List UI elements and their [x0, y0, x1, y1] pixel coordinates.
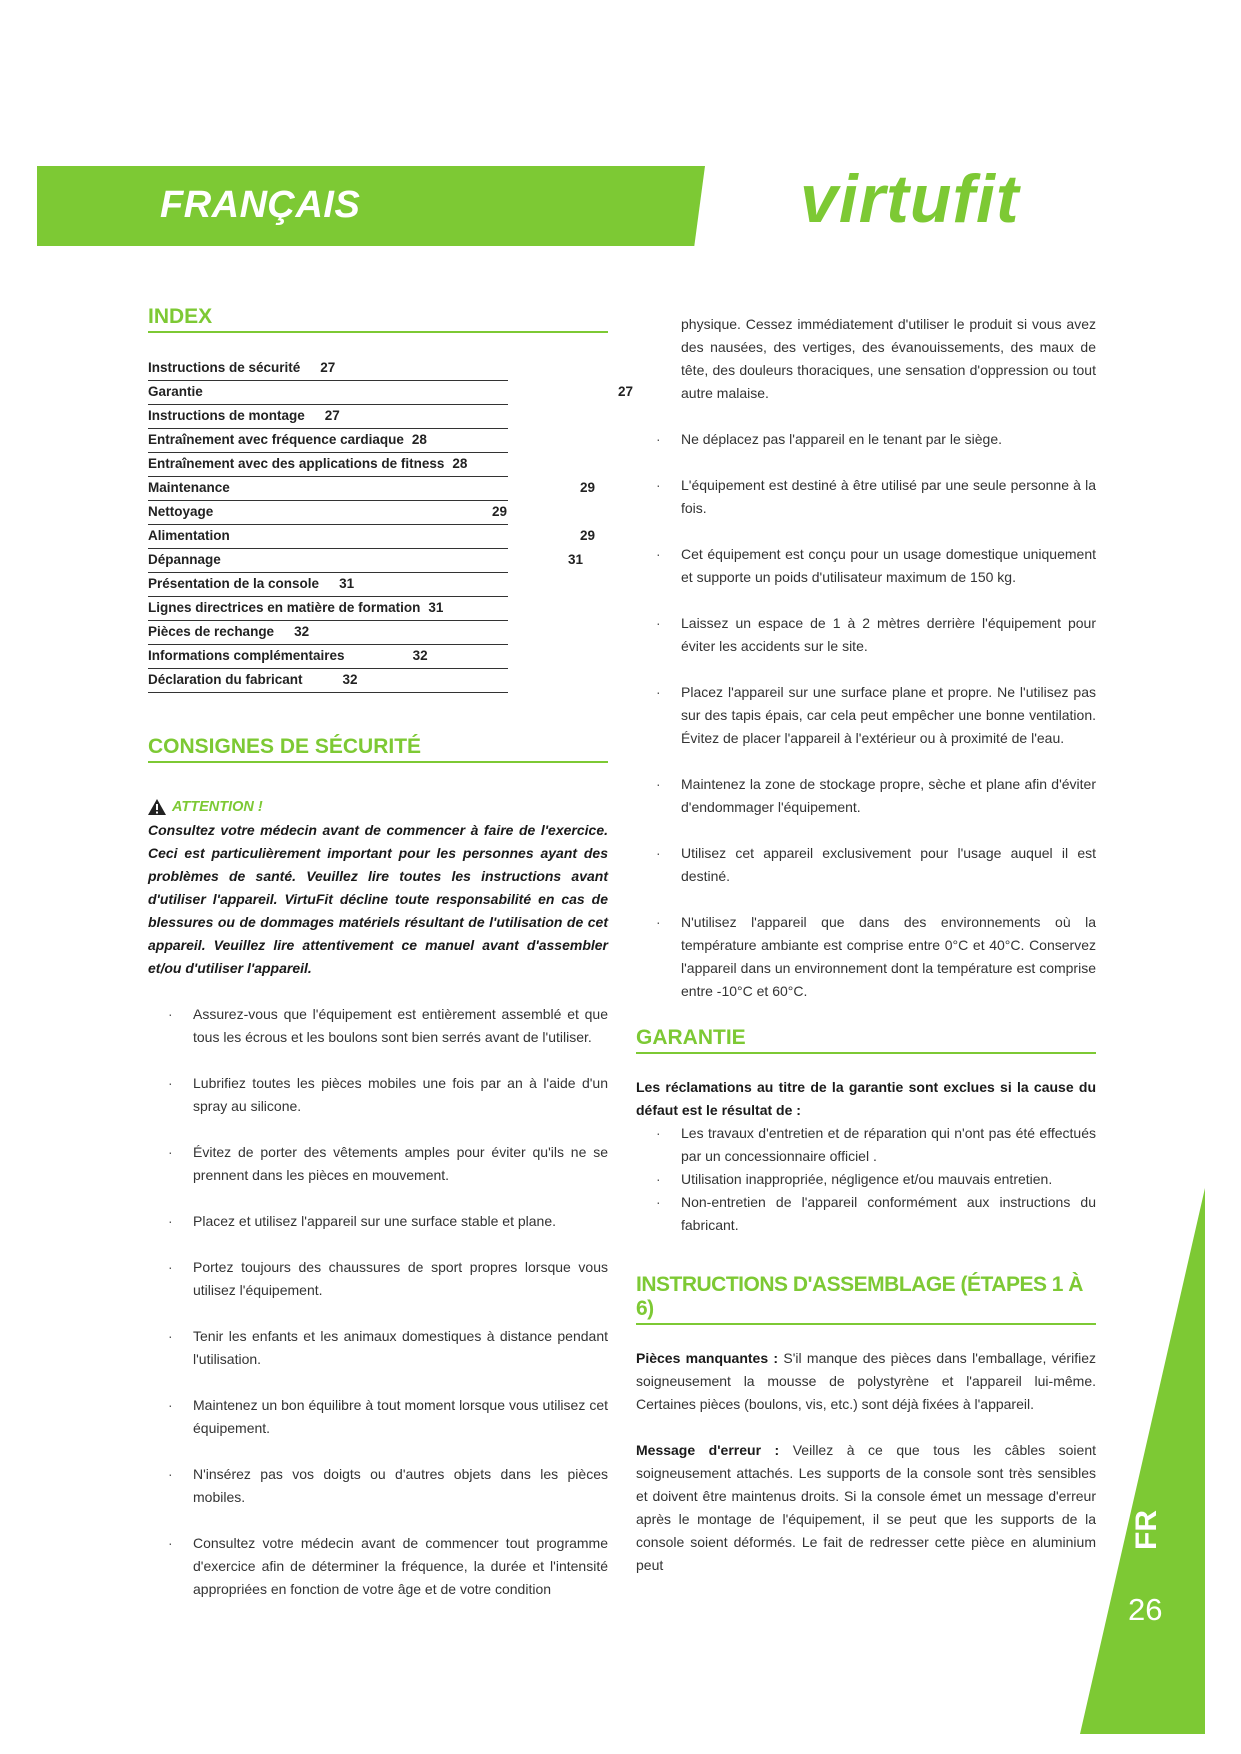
bullet-dot: · [168, 1328, 173, 1344]
index-row [148, 357, 508, 381]
index-page: 27 [324, 408, 340, 423]
index-label: Instructions de montage [148, 408, 305, 423]
bullet-text: Placez et utilisez l'appareil sur une surface stable et plane. [193, 1213, 556, 1229]
bullet-dot: · [656, 477, 661, 493]
page-corner-triangle [1080, 1188, 1205, 1734]
bullet-text: Placez l'appareil sur une surface plane et propre. Ne l'utilisez pas sur des tapis épais, car cela peut empêcher une bonne ventilation. Évitez de placer l'appareil à l'extérieur ou à proximité de l'eau. [681, 684, 1096, 746]
bullet-dot: · [168, 1466, 173, 1482]
bullet-text: Maintenez un bon équilibre à tout moment lorsque vous utilisez cet équipement. [193, 1397, 608, 1436]
index-label: Pièces de rechange [148, 624, 275, 639]
bullet-item [148, 1256, 608, 1302]
missing-parts-label: Pièces manquantes : [636, 1350, 779, 1366]
right-column [636, 313, 1096, 1577]
bullet-item [636, 1191, 1096, 1237]
index-row [148, 621, 508, 645]
bullet-text: Ne déplacez pas l'appareil en le tenant par le siège. [681, 431, 1002, 447]
bullet-item [148, 1463, 608, 1509]
attention-text: Consultez votre médecin avant de commencer à faire de l'exercice. Ceci est particulièrement important pour les personnes ayant des problèmes de santé. Veuillez lire toutes les instructions avant d'utiliser l'appareil. VirtuFit décline toute responsabilité en cas de blessures ou de dommages matériels résultant de l'utilisation de cet appareil. Veuillez lire attentivement ce manuel avant d'assembler et/ou d'utiliser l'appareil. [148, 822, 608, 976]
index-page: 28 [411, 432, 427, 447]
attention-heading [148, 799, 608, 815]
index-label: Dépannage [148, 552, 221, 567]
bullet-dot: · [656, 1171, 661, 1187]
index-label: Maintenance [148, 480, 230, 495]
header-band [37, 166, 705, 246]
bullet-item [636, 612, 1096, 658]
bullet-text: Utilisation inappropriée, négligence et/ou mauvais entretien. [681, 1171, 1053, 1187]
bullet-text: Utilisez cet appareil exclusivement pour l'usage auquel il est destiné. [681, 845, 1096, 884]
missing-parts-paragraph [636, 1347, 1096, 1416]
index-page: 32 [412, 648, 428, 663]
bullet-item [148, 1141, 608, 1187]
bullet-item [636, 773, 1096, 819]
index-list [148, 357, 634, 693]
index-row [148, 669, 508, 693]
bullet-text: Lubrifiez toutes les pièces mobiles une fois par an à l'aide d'un spray au silicone. [193, 1075, 608, 1114]
index-page: 27 [320, 360, 336, 375]
index-row [148, 477, 596, 501]
index-page: 32 [342, 672, 358, 687]
index-label: Alimentation [148, 528, 230, 543]
index-row [148, 501, 508, 525]
bullet-item [148, 1532, 608, 1601]
index-row [148, 549, 584, 573]
bullet-text: Assurez-vous que l'équipement est entièrement assemblé et que tous les écrous et les boulons sont bien serrés avant de l'utiliser. [193, 1006, 608, 1045]
bullet-dot: · [168, 1535, 173, 1551]
bullet-dot: · [656, 546, 661, 562]
bullet-item [636, 474, 1096, 520]
bullet-dot: · [168, 1259, 173, 1275]
left-column [148, 305, 634, 1624]
index-row [148, 453, 508, 477]
warranty-bullets [636, 1122, 1096, 1237]
error-message-label: Message d'erreur : [636, 1442, 780, 1458]
index-row [148, 597, 508, 621]
warranty-intro: Les réclamations au titre de la garantie sont exclues si la cause du défaut est le résultat de : [636, 1079, 1096, 1118]
index-page: 29 [580, 528, 596, 543]
index-label: Lignes directrices en matière de formation [148, 600, 421, 615]
bullet-dot: · [656, 1194, 661, 1210]
bullet-text: Les travaux d'entretien et de réparation qui n'ont pas été effectués par un concessionnaire officiel . [681, 1125, 1096, 1164]
bullet-text: Non-entretien de l'appareil conformément aux instructions du fabricant. [681, 1194, 1096, 1233]
bullet-dot: · [656, 615, 661, 631]
index-label: Entraînement avec des applications de fitness [148, 456, 445, 471]
bullet-item [636, 1122, 1096, 1168]
bullet-dot: · [656, 1125, 661, 1141]
bullet-text: Évitez de porter des vêtements amples pour éviter qu'ils ne se prennent dans les pièces en mouvement. [193, 1144, 608, 1183]
index-page: 31 [339, 576, 355, 591]
safety-bullets-left [148, 1003, 608, 1601]
index-label: Déclaration du fabricant [148, 672, 303, 687]
page-title: FRANÇAIS [160, 184, 361, 226]
bullet-text: N'utilisez l'appareil que dans des environnements où la température ambiante est comprise entre 0°C et 40°C. Conservez l'appareil dans un environnement dont la température est comprise entre -10°C et 60°C. [681, 914, 1096, 999]
bullet-dot: · [656, 684, 661, 700]
bullet-text: Cet équipement est conçu pour un usage domestique uniquement et supporte un poids d'utilisateur maximum de 150 kg. [681, 546, 1096, 585]
bullet-item [636, 428, 1096, 451]
bullet-text: Consultez votre médecin avant de commencer tout programme d'exercice afin de déterminer la fréquence, la durée et l'intensité appropriées en fonction de votre âge et de votre condition [193, 1535, 608, 1597]
safety-title: CONSIGNES DE SÉCURITÉ [148, 735, 608, 763]
bullet-item [148, 1003, 608, 1049]
assembly-title: INSTRUCTIONS D'ASSEMBLAGE (ÉTAPES 1 À 6) [636, 1273, 1096, 1325]
bullet-dot: · [656, 776, 661, 792]
bullet-item [636, 681, 1096, 750]
bullet-text: L'équipement est destiné à être utilisé par une seule personne à la fois. [681, 477, 1096, 516]
safety-bullets-right [636, 428, 1096, 1003]
index-row [148, 381, 634, 405]
index-page: 28 [452, 456, 468, 471]
missing-parts-text: S'il manque des pièces dans l'emballage, vérifiez soigneusement la mousse de polystyrène et l'appareil lui-même. Certaines pièces (boulons, vis, etc.) sont déjà fixées à l'appareil. [636, 1350, 1096, 1412]
bullet-dot: · [168, 1144, 173, 1160]
bullet-item [148, 1210, 608, 1233]
index-title: INDEX [148, 305, 608, 333]
language-code: FR [1130, 1510, 1163, 1550]
bullet-text: Portez toujours des chaussures de sport propres lorsque vous utilisez l'équipement. [193, 1259, 608, 1298]
bullet-item [636, 543, 1096, 589]
bullet-text: Maintenez la zone de stockage propre, sèche et plane afin d'éviter d'endommager l'équipement. [681, 776, 1096, 815]
bullet-text: Tenir les enfants et les animaux domestiques à distance pendant l'utilisation. [193, 1328, 608, 1367]
index-row [148, 405, 508, 429]
index-row [148, 525, 596, 549]
index-label: Garantie [148, 384, 203, 399]
warranty-title: GARANTIE [636, 1026, 1096, 1054]
index-label: Nettoyage [148, 504, 214, 519]
bullet-dot: · [656, 431, 661, 447]
bullet-dot: · [168, 1006, 173, 1022]
index-row [148, 429, 508, 453]
index-page: 32 [294, 624, 310, 639]
index-page: 29 [580, 480, 596, 495]
index-page: 31 [568, 552, 584, 567]
bullet-dot: · [168, 1213, 173, 1229]
page-number: 26 [1128, 1592, 1163, 1627]
bullet-item [636, 1168, 1096, 1191]
bullet-text: Laissez un espace de 1 à 2 mètres derrière l'équipement pour éviter les accidents sur le site. [681, 615, 1096, 654]
error-message-text: Veillez à ce que tous les câbles soient soigneusement attachés. Les supports de la console sont très sensibles et doivent être maintenus droits. Si la console émet un message d'erreur après le montage de l'équipement, il se peut que les supports de la console soient déformés. Le fait de redresser cette pièce en aluminium peut [636, 1442, 1097, 1573]
attention-label: ATTENTION ! [172, 799, 263, 815]
index-page: 29 [492, 504, 508, 519]
index-row [148, 645, 508, 669]
warning-icon [148, 799, 166, 815]
index-page: 31 [428, 600, 444, 615]
index-page: 27 [618, 384, 634, 399]
index-label: Instructions de sécurité [148, 360, 301, 375]
safety-continuation: physique. Cessez immédiatement d'utiliser le produit si vous avez des nausées, des vertiges, des évanouissements, des maux de tête, des douleurs thoraciques, une sensation d'oppression ou tout autre malaise. [681, 316, 1096, 401]
index-label: Informations complémentaires [148, 648, 345, 663]
index-label: Présentation de la console [148, 576, 320, 591]
bullet-item [148, 1072, 608, 1118]
brand-logo: virtufit [800, 161, 1020, 237]
bullet-dot: · [168, 1075, 173, 1091]
bullet-dot: · [168, 1397, 173, 1413]
bullet-item [636, 842, 1096, 888]
bullet-item [148, 1394, 608, 1440]
bullet-item [636, 911, 1096, 1003]
bullet-text: N'insérez pas vos doigts ou d'autres objets dans les pièces mobiles. [193, 1466, 608, 1505]
index-label: Entraînement avec fréquence cardiaque [148, 432, 404, 447]
bullet-dot: · [656, 845, 661, 861]
error-message-paragraph [636, 1439, 1096, 1577]
bullet-dot: · [656, 914, 661, 930]
bullet-item [148, 1325, 608, 1371]
index-row [148, 573, 508, 597]
